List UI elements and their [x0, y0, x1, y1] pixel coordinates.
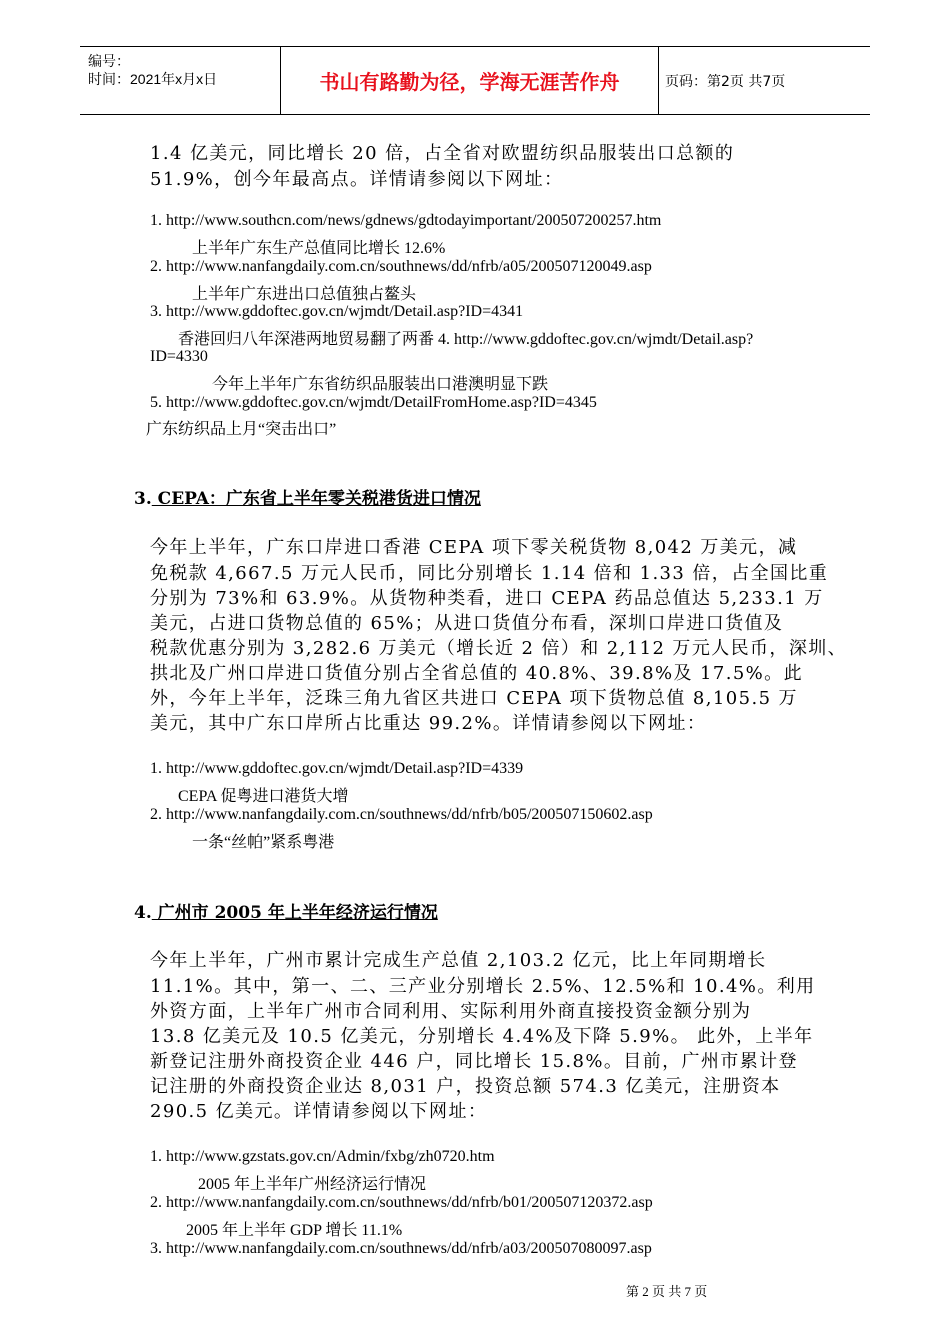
header-meta — [80, 47, 280, 114]
reference-link[interactable]: 1. http://www.gddoftec.gov.cn/wjmdt/Detail.asp?ID=4339 — [150, 760, 524, 777]
reference-link[interactable]: 5. http://www.gddoftec.gov.cn/wjmdt/DetailFromHome.asp?ID=4345 — [150, 394, 597, 411]
section-heading — [134, 898, 438, 923]
reference-link[interactable]: 2. http://www.nanfangdaily.com.cn/southnews/dd/nfrb/a05/200507120049.asp — [150, 258, 652, 275]
reference-link[interactable]: 3. http://www.gddoftec.gov.cn/wjmdt/Detail.asp?ID=4341 — [150, 303, 524, 320]
paragraph-line: 分别为 73%和 63.9%。从货物种类看，进口 CEPA 药品总值达 5,233.1 万 — [150, 588, 824, 609]
header-motto: 书山有路勤为径，学海无涯苦作舟 — [319, 70, 620, 94]
paragraph-line: 今年上半年，广东口岸进口香港 CEPA 项下零关税货物 8,042 万美元，减 — [150, 537, 798, 558]
paragraph-line: 11.1%。其中，第一、二、三产业分别增长 2.5%、12.5%和 10.4%。利用 — [150, 976, 816, 997]
paragraph-line: 记注册的外商投资企业达 8,031 户，投资总额 574.3 亿美元，注册资本 — [150, 1076, 781, 1097]
paragraph-line: 1.4 亿美元，同比增长 20 倍，占全省对欧盟纺织品服装出口总额的 — [150, 143, 735, 164]
paragraph-line: 外，今年上半年，泛珠三角九省区共进口 CEPA 项下货物总值 8,105.5 万 — [150, 688, 798, 709]
reference-title: 上半年广东生产总值同比增长 12.6% — [192, 240, 446, 257]
reference-title: 广东纺织品上月“突击出口” — [146, 421, 337, 438]
reference-link[interactable]: 2. http://www.nanfangdaily.com.cn/southnews/dd/nfrb/b05/200507150602.asp — [150, 806, 653, 823]
section-title: 广州市 2005 年上半年经济运行情况 — [151, 903, 438, 923]
page-footer: 第 2 页 共 7 页 — [626, 1284, 708, 1299]
paragraph-line: 美元，占进口货物总值的 65%；从进口货值分布看，深圳口岸进口货值及 — [150, 613, 784, 634]
section-number: 4. — [134, 903, 152, 923]
section-title: CEPA：广东省上半年零关税港货进口情况 — [151, 489, 481, 509]
reference-title: 2005 年上半年 GDP 增长 11.1% — [186, 1222, 403, 1239]
paragraph-line: 外资方面，上半年广州市合同利用、实际利用外商直接投资金额分别为 — [150, 1001, 752, 1022]
header-divider — [658, 47, 659, 114]
reference-title: 2005 年上半年广州经济运行情况 — [198, 1176, 427, 1193]
reference-link[interactable]: 1. http://www.gzstats.gov.cn/Admin/fxbg/zh0720.htm — [150, 1148, 495, 1165]
paragraph-line: 51.9%，创今年最高点。详情请参阅以下网址： — [150, 169, 564, 190]
paragraph-line: 新登记注册外商投资企业 446 户，同比增长 15.8%。目前，广州市累计登 — [150, 1051, 798, 1072]
paragraph-line: 拱北及广州口岸进口货值分别占全省总值的 40.8%、39.8%及 17.5%。此 — [150, 663, 803, 684]
reference-link-continued[interactable]: ID=4330 — [150, 348, 208, 365]
reference-link[interactable]: 3. http://www.nanfangdaily.com.cn/southnews/dd/nfrb/a03/200507080097.asp — [150, 1240, 652, 1257]
header-page-info: 页码：第2页 共7页 — [665, 73, 786, 90]
reference-title-and-link[interactable]: 香港回归八年深港两地贸易翻了两番 4. http://www.gddoftec.gov.cn/wjmdt/Detail.asp? — [178, 331, 754, 348]
paragraph-line: 美元，其中广东口岸所占比重达 99.2%。详情请参阅以下网址： — [150, 713, 707, 734]
section-heading — [134, 484, 481, 509]
reference-title: 今年上半年广东省纺织品服装出口港澳明显下跌 — [212, 376, 549, 393]
header-time-label: 时间：2021年x月x日 — [88, 71, 218, 87]
reference-title: CEPA 促粤进口港货大增 — [178, 788, 349, 805]
paragraph-line: 今年上半年，广州市累计完成生产总值 2,103.2 亿元，比上年同期增长 — [150, 950, 767, 971]
page-header — [80, 46, 870, 115]
paragraph-line: 免税款 4,667.5 万元人民币，同比分别增长 1.14 倍和 1.33 倍，占全国比重 — [150, 563, 829, 584]
reference-title: 一条“丝帕”紧系粤港 — [192, 834, 335, 851]
reference-link[interactable]: 1. http://www.southcn.com/news/gdnews/gdtodayimportant/200507200257.htm — [150, 212, 662, 229]
reference-title: 上半年广东进出口总值独占鳌头 — [192, 286, 417, 303]
reference-link[interactable]: 2. http://www.nanfangdaily.com.cn/southnews/dd/nfrb/b01/200507120372.asp — [150, 1194, 653, 1211]
paragraph-line: 13.8 亿美元及 10.5 亿美元，分别增长 4.4%及下降 5.9%。 此外，上半年 — [150, 1026, 814, 1047]
section-number: 3. — [134, 489, 152, 509]
paragraph-line: 税款优惠分别为 3,282.6 万美元（增长近 2 倍）和 2,112 万元人民币，深圳、 — [150, 638, 848, 659]
header-number-label: 编号： — [88, 53, 130, 69]
paragraph-line: 290.5 亿美元。详情请参阅以下网址： — [150, 1101, 488, 1122]
